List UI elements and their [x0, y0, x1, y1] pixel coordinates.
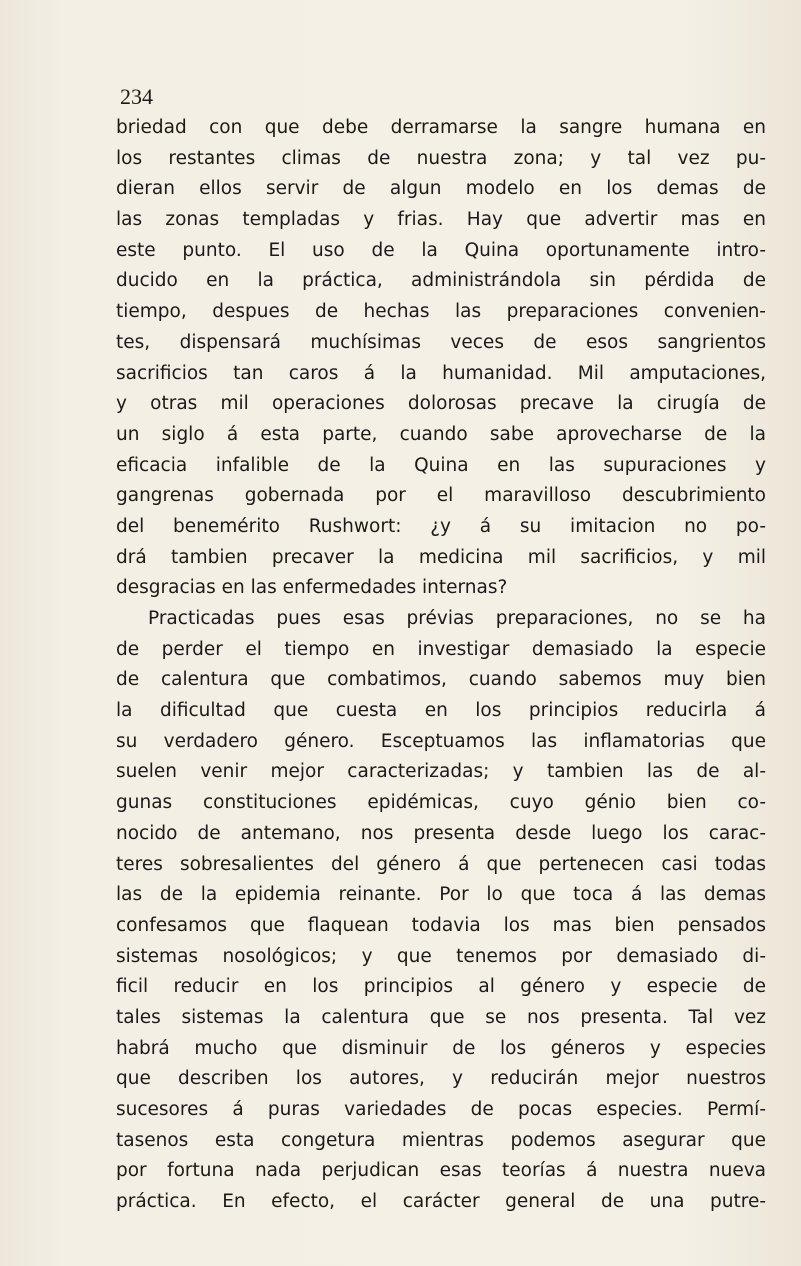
text-line: práctica. En efecto, el carácter general de una putre- [116, 1191, 766, 1213]
text-line: las de la epidemia reinante. Por lo que toca á las demas [116, 884, 766, 906]
text-line: por fortuna nada perjudican esas teorías á nuestra nueva [116, 1160, 766, 1182]
text-line: habrá mucho que disminuir de los géneros y especies [116, 1037, 766, 1059]
text-line: su verdadero género. Esceptuamos las inflamatorias que [116, 730, 766, 752]
text-line: teres sobresalientes del género á que pertenecen casi todas [116, 853, 766, 875]
text-line: sacrificios tan caros á la humanidad. Mil amputaciones, [116, 362, 766, 384]
text-line: ducido en la práctica, administrándola sin pérdida de [116, 270, 766, 292]
text-line: un siglo á esta parte, cuando sabe aprovecharse de la [116, 423, 766, 445]
text-line: de perder el tiempo en investigar demasiado la especie [116, 638, 766, 660]
text-line: tiempo, despues de hechas las preparaciones convenien- [116, 301, 766, 323]
text-line: ficil reducir en los principios al género y especie de [116, 976, 766, 998]
text-line: gunas constituciones epidémicas, cuyo génio bien co- [116, 792, 766, 814]
text-line: eficacia infalible de la Quina en las supuraciones y [116, 454, 766, 476]
text-line: tes, dispensará muchísimas veces de esos sangrientos [116, 331, 766, 353]
text-line: sucesores á puras variedades de pocas especies. Permí- [116, 1099, 766, 1120]
text-line: de calentura que combatimos, cuando sabemos muy bien [116, 669, 766, 691]
text-line: suelen venir mejor caracterizadas; y tambien las de al- [116, 761, 766, 783]
text-line: y otras mil operaciones dolorosas precave la cirugía de [116, 393, 766, 415]
text-line: sistemas nosológicos; y que tenemos por demasiado di- [116, 945, 766, 967]
text-line: desgracias en las enfermedades internas? [116, 577, 508, 599]
text-line: confesamos que flaquean todavia los mas bien pensados [116, 914, 766, 936]
text-line: que describen los autores, y reducirán mejor nuestros [116, 1068, 766, 1090]
text-line: tales sistemas la calentura que se nos presenta. Tal vez [116, 1006, 766, 1028]
text-line: la dificultad que cuesta en los principios reducirla á [116, 700, 766, 722]
text-line: los restantes climas de nuestra zona; y tal vez pu- [116, 147, 766, 169]
text-line: las zonas templadas y frias. Hay que advertir mas en [116, 209, 766, 231]
text-line: Practicadas pues esas prévias preparaciones, no se ha [148, 608, 766, 629]
text-line: tasenos esta congetura mientras podemos asegurar que [116, 1129, 766, 1151]
body-text [116, 113, 766, 1218]
text-line: gangrenas gobernada por el maravilloso descubrimiento [116, 485, 766, 507]
text-line: del benemérito Rushwort: ¿y á su imitacion no po- [116, 515, 766, 537]
text-line: briedad con que debe derramarse la sangre humana en [116, 117, 766, 138]
text-line: drá tambien precaver la medicina mil sacrificios, y mil [116, 546, 766, 568]
text-line: nocido de antemano, nos presenta desde luego los carac- [116, 822, 766, 844]
page-number: 234 [120, 84, 153, 109]
text-line: dieran ellos servir de algun modelo en los demas de [116, 178, 766, 200]
text-line: este punto. El uso de la Quina oportunamente intro- [116, 239, 766, 261]
